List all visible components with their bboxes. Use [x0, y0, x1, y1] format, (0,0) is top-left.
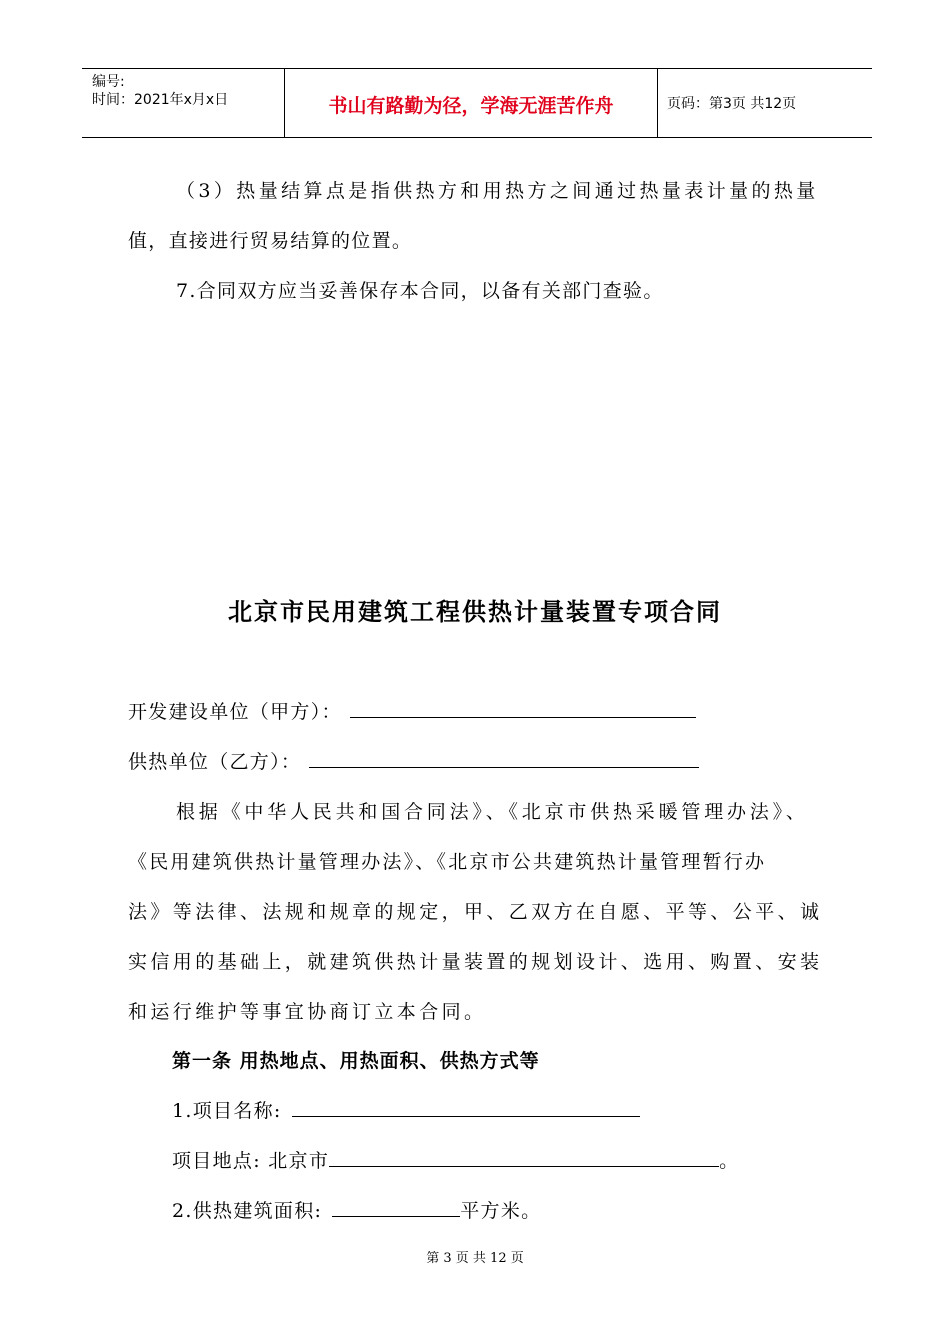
location-blank — [329, 1146, 719, 1167]
paragraph-line: 7.合同双方应当妥善保存本合同，以备有关部门查验。 — [176, 280, 664, 302]
intro-line: 《民用建筑供热计量管理办法》、《北京市公共建筑热计量管理暂行办 — [128, 851, 767, 873]
party-a-blank — [350, 697, 696, 718]
serial-label: 编号: — [92, 74, 125, 90]
item2-line — [172, 1196, 541, 1223]
location-line — [172, 1146, 739, 1173]
item1-line — [172, 1096, 640, 1123]
header-info-cell — [82, 69, 285, 137]
intro-line: 实信用的基础上，就建筑供热计量装置的规划设计、选用、购置、安装 — [128, 951, 823, 973]
item1-blank — [292, 1096, 640, 1117]
document-title: 北京市民用建筑工程供热计量装置专项合同 — [228, 597, 722, 626]
item2-unit: 平方米。 — [460, 1200, 542, 1222]
paragraph-line — [176, 176, 826, 203]
article-heading: 第一条 用热地点、用热面积、供热方式等 — [172, 1050, 540, 1072]
item1-label: 1.项目名称: — [172, 1100, 282, 1122]
party-a-line — [128, 697, 696, 724]
item2-label: 2.供热建筑面积: — [172, 1200, 323, 1222]
party-a-label: 开发建设单位（甲方）： — [128, 701, 342, 723]
intro-line: 和运行维护等事宜协商订立本合同。 — [128, 1001, 487, 1023]
motto: 书山有路勤为径，学海无涯苦作舟 — [328, 95, 614, 117]
intro-line: 法》等法律、法规和规章的规定，甲、乙双方在自愿、平等、公平、诚 — [128, 901, 823, 923]
time-label: 时间：2021年x月x日 — [92, 92, 229, 108]
page-code: 页码：第3页 共12页 — [667, 96, 797, 112]
intro-line: 根据《中华人民共和国合同法》、《北京市供热采暖管理办法》、 — [176, 801, 809, 823]
paragraph-text: （3）热量结算点是指供热方和用热方之间通过热量表计量的热量 — [176, 180, 819, 202]
party-b-line — [128, 747, 699, 774]
paragraph-line: 值，直接进行贸易结算的位置。 — [128, 230, 413, 252]
header-page-cell — [659, 69, 872, 137]
header-motto-cell — [285, 69, 658, 137]
party-b-label: 供热单位（乙方）： — [128, 751, 302, 773]
page-footer: 第 3 页 共 12 页 — [426, 1251, 524, 1266]
location-end: 。 — [719, 1150, 740, 1172]
item2-blank — [332, 1196, 460, 1217]
page-header — [82, 68, 872, 138]
location-label: 项目地点: 北京市 — [172, 1150, 330, 1172]
party-b-blank — [309, 747, 699, 768]
